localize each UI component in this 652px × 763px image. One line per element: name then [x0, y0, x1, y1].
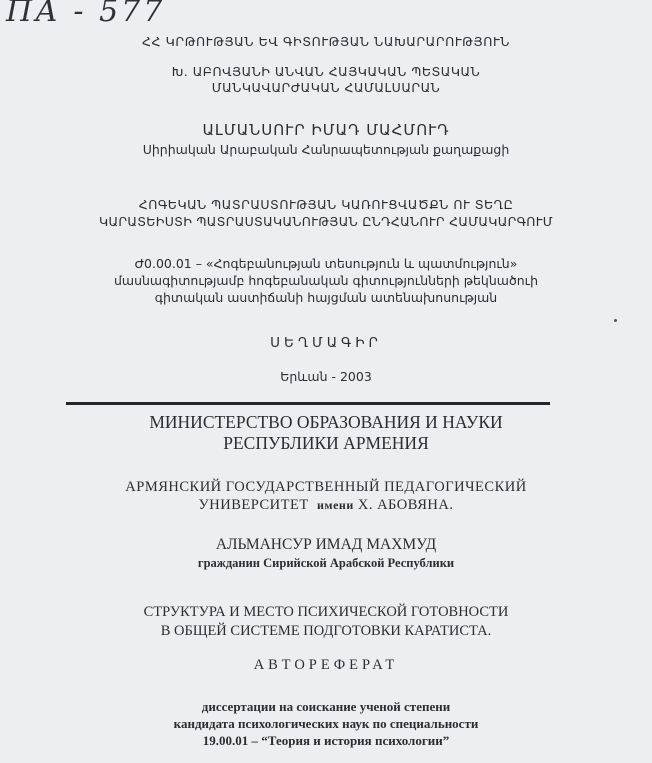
armenian-city-year-block — [0, 369, 652, 384]
armenian-university-line1: Խ. ԱԲՈՎՅԱՆԻ ԱՆՎԱՆ ՀԱՅԿԱԿԱՆ ՊԵՏԱԿԱՆ — [171, 64, 481, 79]
russian-title-line2: В ОБЩЕЙ СИСТЕМЕ ПОДГОТОВКИ КАРАТИСТА. — [160, 623, 492, 639]
section-divider — [66, 402, 550, 405]
armenian-title-line2: ԿԱՐԱՏԵԻՍՏԻ ՊԱՏՐԱՍՏԱԿԱՆՈՒԹՅԱՆ ԸՆԴՀԱՆՈՒՐ ՀԱՄԱԿԱՐԳՈՒՄ — [99, 214, 553, 229]
armenian-university-line2: ՄԱՆԿԱՎԱՐԺԱԿԱՆ ՀԱՄԱԼՍԱՐԱՆ — [211, 80, 441, 95]
armenian-specialty-line1: Ժ0.00.01 – «Հոգեբանության տեսություն և պատմություն» — [134, 256, 518, 271]
armenian-title-block — [0, 196, 652, 230]
russian-abstract-heading — [0, 657, 652, 674]
handwritten-catalog-code: ПА - 577 — [6, 0, 166, 29]
armenian-specialty-line3: գիտական աստիճանի հայցման ատենախոսության — [154, 290, 498, 305]
russian-university-line2 — [0, 496, 652, 514]
russian-ministry-line2: РЕСПУБЛИКИ АРМЕНИЯ — [223, 433, 429, 453]
armenian-abstract-heading — [0, 335, 652, 351]
russian-author-block — [0, 536, 652, 572]
russian-description-line3: 19.00.01 – “Теория и история психологии” — [202, 733, 450, 748]
russian-abovyan: Х. АБОВЯНА. — [357, 497, 454, 513]
russian-ministry-line1: МИНИСТЕРСТВО ОБРАЗОВАНИЯ И НАУКИ — [149, 412, 503, 432]
armenian-city-year: Երևան - 2003 — [280, 369, 372, 384]
armenian-specialty-block — [0, 255, 652, 306]
armenian-citizenship: Սիրիական Արաբական Հանրապետության քաղաքացի — [142, 142, 510, 157]
russian-title-block — [0, 603, 652, 641]
russian-citizenship: гражданин Сирийской Арабской Республики — [197, 556, 455, 570]
armenian-author-name: ԱԼՄԱՆՍՈՒՐ ԻՄԱԴ ՄԱՀՄՈՒԴ — [202, 121, 450, 139]
russian-university-heading — [0, 478, 652, 514]
russian-description-line2: кандидата психологических наук по специальности — [173, 716, 479, 731]
armenian-specialty-line2: մասնագիտությամբ հոգեբանական գիտությունների թեկնածուի — [113, 273, 539, 288]
armenian-title-line1: ՀՈԳԵԿԱՆ ՊԱՏՐԱՍՏՈՒԹՅԱՆ ԿԱՌՈՒՑՎԱԾՔՆ ՈՒ ՏԵՂԸ — [138, 197, 514, 212]
russian-title-line1: СТРУКТУРА И МЕСТО ПСИХИЧЕСКОЙ ГОТОВНОСТИ — [143, 604, 509, 620]
russian-description-line1: диссертации на соискание ученой степени — [201, 699, 451, 714]
armenian-ministry-heading — [0, 34, 652, 49]
russian-ministry-heading — [0, 412, 652, 454]
russian-named-after: имени — [316, 498, 354, 512]
russian-university-word: УНИВЕРСИТЕТ — [198, 497, 309, 513]
russian-description-block — [0, 698, 652, 749]
armenian-abstract-label: ՍԵՂՄԱԳԻՐ — [270, 335, 382, 351]
russian-abstract-label: АВТОРЕФЕРАТ — [253, 657, 399, 673]
armenian-university-heading — [0, 64, 652, 96]
armenian-author-block — [0, 121, 652, 159]
russian-university-line1: АРМЯНСКИЙ ГОСУДАРСТВЕННЫЙ ПЕДАГОГИЧЕСКИЙ — [125, 479, 527, 495]
armenian-ministry: ՀՀ ԿՐԹՈՒԹՅԱՆ ԵՎ ԳԻՏՈՒԹՅԱՆ ՆԱԽԱՐԱՐՈՒԹՅՈՒՆ — [142, 34, 510, 49]
russian-author-name: АЛЬМАНСУР ИМАД МАХМУД — [215, 536, 437, 553]
paper-speck — [614, 319, 617, 322]
